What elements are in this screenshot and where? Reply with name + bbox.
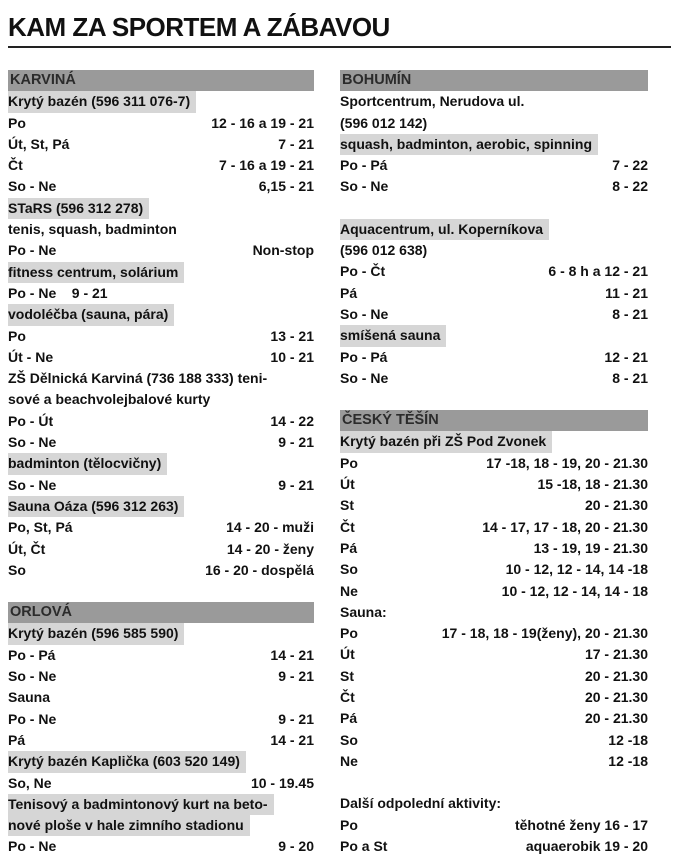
- venue-name: Krytý bazén (596 585 590): [8, 623, 314, 644]
- schedule-row: Út, Čt 14 - 20 - ženy: [8, 540, 314, 557]
- schedule-row: Po - Čt 6 - 8 h a 12 - 21: [340, 263, 648, 280]
- venue-name: ZŠ Dělnická Karviná (736 188 333) teni-: [8, 370, 268, 387]
- schedule-row: Út 17 - 21.30: [340, 646, 648, 663]
- region-header-cesky-tesin: ČESKÝ TĚŠÍN: [340, 410, 648, 431]
- schedule-row: Čt 14 - 17, 17 - 18, 20 - 21.30: [340, 518, 648, 535]
- activity-subheading: badminton (tělocvičny): [8, 453, 314, 474]
- venue-name: sové a beachvolejbalové kurty: [8, 391, 211, 408]
- schedule-row: Pá 11 - 21: [340, 284, 648, 301]
- activity-subheading: vodoléčba (sauna, pára): [8, 304, 314, 325]
- schedule-row: Po a St aquaerobik 19 - 20: [340, 837, 648, 854]
- schedule-row: Po 13 - 21: [8, 327, 314, 344]
- schedule-row: So - Ne 9 - 21: [8, 476, 314, 493]
- activity-subheading: Sauna:: [340, 603, 387, 620]
- schedule-row: Čt 20 - 21.30: [340, 689, 648, 706]
- page-title: KAM ZA SPORTEM A ZÁBAVOU: [8, 12, 390, 42]
- schedule-row: So - Ne 6,15 - 21: [8, 178, 314, 195]
- venue-name: (596 012 638): [340, 242, 428, 259]
- venue-name: (596 012 142): [340, 114, 428, 131]
- right-column: [340, 70, 648, 857]
- schedule-row: Po 17 - 18, 18 - 19(ženy), 20 - 21.30: [340, 625, 648, 642]
- schedule-row: Po - Ne 9 - 21: [8, 710, 314, 727]
- activity-subheading: fitness centrum, solárium: [8, 262, 314, 283]
- schedule-row: Út 15 -18, 18 - 21.30: [340, 476, 648, 493]
- region-header-bohumin: BOHUMÍN: [340, 70, 648, 91]
- schedule-row: Út - Ne 10 - 21: [8, 348, 314, 365]
- schedule-row: Po, St, Pá 14 - 20 - muži: [8, 519, 314, 536]
- activity-subheading: squash, badminton, aerobic, spinning: [340, 134, 648, 155]
- schedule-row: So - Ne 9 - 21: [8, 668, 314, 685]
- activity-line: tenis, squash, badminton: [8, 221, 177, 238]
- left-column: [8, 70, 314, 858]
- schedule-row: Po - Ne Non-stop: [8, 242, 314, 259]
- venue-name: Tenisový a badmintonový kurt na beto-: [8, 794, 314, 815]
- schedule-row: So 10 - 12, 12 - 14, 14 -18: [340, 561, 648, 578]
- schedule-row: Po 12 - 16 a 19 - 21: [8, 114, 314, 131]
- schedule-row: St 20 - 21.30: [340, 497, 648, 514]
- schedule-row: Po - Pá 12 - 21: [340, 348, 648, 365]
- venue-name: nové ploše v hale zimního stadionu: [8, 815, 314, 836]
- venue-name: Aquacentrum, ul. Koperníkova: [340, 219, 648, 240]
- activity-subheading: Sauna: [8, 689, 51, 706]
- spacer: [8, 581, 314, 602]
- schedule-row: So - Ne 8 - 21: [340, 369, 648, 386]
- venue-name: STaRS (596 312 278): [8, 198, 314, 219]
- venue-name: Sportcentrum, Nerudova ul.: [340, 93, 525, 110]
- schedule-row: Po - Út 14 - 22: [8, 412, 314, 429]
- schedule-row: Ne 12 -18: [340, 752, 648, 769]
- schedule-row: Po 17 -18, 18 - 19, 20 - 21.30: [340, 454, 648, 471]
- venue-name: Krytý bazén (596 311 076-7): [8, 91, 314, 112]
- venue-name: Sauna Oáza (596 312 263): [8, 496, 314, 517]
- schedule-row: So, Ne 10 - 19.45: [8, 774, 314, 791]
- schedule-row: Po - Ne 9 - 20: [8, 838, 314, 855]
- schedule-row: Čt 7 - 16 a 19 - 21: [8, 157, 314, 174]
- region-header-orlova: ORLOVÁ: [8, 602, 314, 623]
- schedule-row: Po - Ne 9 - 21: [8, 284, 108, 301]
- region-header-karvina: KARVINÁ: [8, 70, 314, 91]
- schedule-row: Po - Pá 14 - 21: [8, 646, 314, 663]
- schedule-row: St 20 - 21.30: [340, 667, 648, 684]
- schedule-row: So - Ne 8 - 22: [340, 178, 648, 195]
- schedule-row: Pá 13 - 19, 19 - 21.30: [340, 539, 648, 556]
- schedule-row: Pá 20 - 21.30: [340, 710, 648, 727]
- spacer: [340, 389, 648, 410]
- spacer: [340, 772, 648, 793]
- schedule-row: Po - Pá 7 - 22: [340, 157, 648, 174]
- spacer: [340, 198, 648, 219]
- venue-name: Krytý bazén při ZŠ Pod Zvonek: [340, 431, 648, 452]
- schedule-row: So 12 -18: [340, 731, 648, 748]
- schedule-row: So - Ne 9 - 21: [8, 434, 314, 451]
- title-rule: [8, 46, 671, 48]
- schedule-row: Út, St, Pá 7 - 21: [8, 135, 314, 152]
- schedule-row: So - Ne 8 - 21: [340, 305, 648, 322]
- venue-name: Krytý bazén Kaplička (603 520 149): [8, 751, 314, 772]
- activity-subheading: Další odpolední aktivity:: [340, 795, 502, 812]
- activity-subheading: smíšená sauna: [340, 325, 648, 346]
- schedule-row: Po těhotné ženy 16 - 17: [340, 816, 648, 833]
- schedule-row: Ne 10 - 12, 12 - 14, 14 - 18: [340, 582, 648, 599]
- schedule-row: Pá 14 - 21: [8, 731, 314, 748]
- schedule-row: So 16 - 20 - dospělá: [8, 561, 314, 578]
